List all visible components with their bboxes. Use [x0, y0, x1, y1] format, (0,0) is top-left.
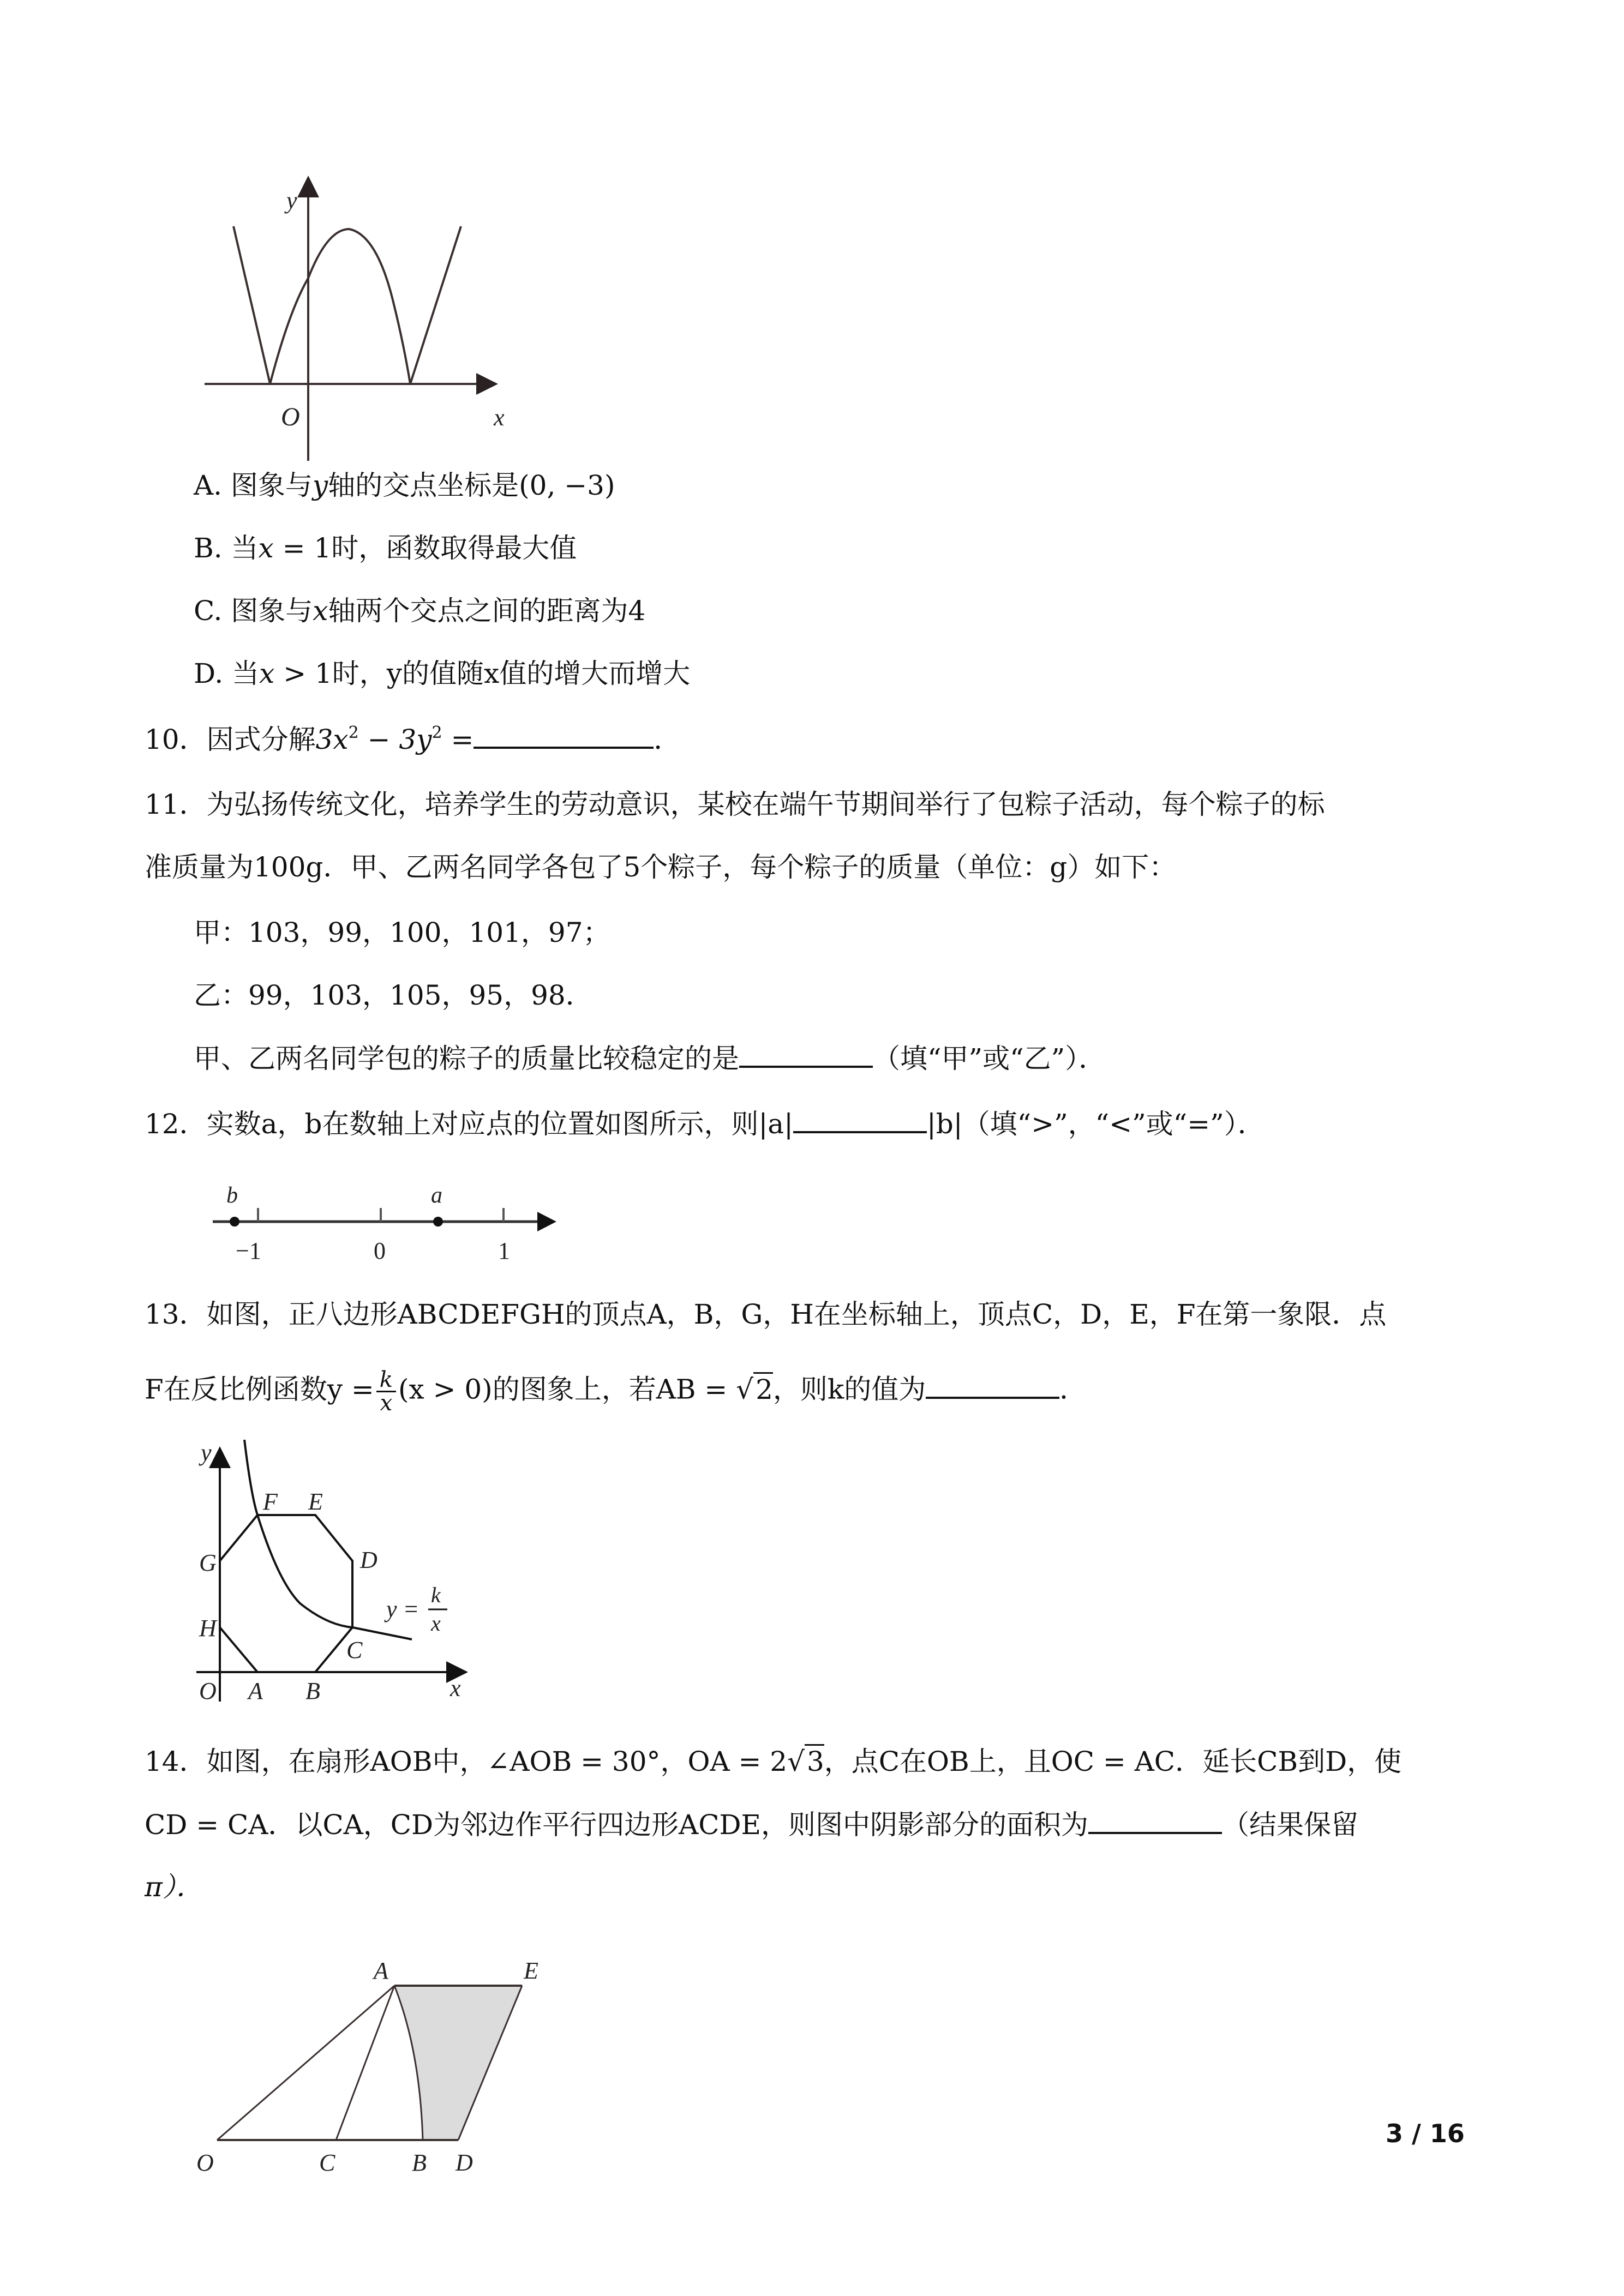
label-G: G [199, 1549, 217, 1576]
q11-answer-blank[interactable] [739, 1042, 873, 1068]
label-E: E [308, 1488, 323, 1515]
q13-line1: 13．如图，正八边形ABCDEFGH的顶点A，B，G，H在坐标轴上，顶点C，D，E，F在第一象限．点 [145, 1299, 1387, 1330]
label-A: A [374, 1957, 388, 1984]
q13-octagon-figure [185, 1440, 535, 1745]
q14-line3: π）． [145, 1871, 203, 1903]
point-b [230, 1217, 239, 1227]
segment-OA [217, 1986, 394, 2140]
q14-sector-figure [180, 1942, 573, 2176]
shaded-region [394, 1986, 522, 2140]
point-a [433, 1217, 443, 1227]
x-axis-label: x [494, 404, 505, 431]
tick-label-1: 1 [498, 1237, 510, 1264]
q11-line2: 准质量为100g．甲、乙两名同学各包了5个粽子，每个粽子的质量（单位：g）如下： [145, 851, 1177, 883]
curve-label-lhs: y = [386, 1596, 420, 1622]
number-line-arrow [537, 1212, 556, 1231]
curve-label-num: k [431, 1583, 441, 1607]
tick-label-neg1: −1 [236, 1237, 261, 1264]
label-O: O [199, 1678, 217, 1704]
label-x: x [450, 1675, 461, 1702]
label-B: B [412, 2149, 427, 2176]
q11-yi-data: 乙：99，103，105，95，98． [194, 979, 593, 1011]
q13-line2: F在反比例函数y = $\frac{k}{x}$ (x > 0)的图象上，若AB = √2，则k的值为 ． [145, 1367, 1087, 1416]
label-D: D [456, 2149, 473, 2176]
label-D: D [360, 1547, 377, 1573]
curve-label-den: x [431, 1611, 441, 1636]
q11-line1: 11．为弘扬传统文化，培养学生的劳动意识，某校在端午节期间举行了包粽子活动，每个粽子的标 [145, 789, 1325, 820]
fraction-k-over-x: $\frac{k}{x}$ [376, 1369, 396, 1414]
graph-curve [233, 226, 461, 384]
q14-line2: CD = CA．以CA，CD为邻边作平行四边形ACDE，则图中阴影部分的面积为 （结果保留 [145, 1809, 1359, 1841]
label-C: C [346, 1637, 363, 1663]
point-b-label: b [226, 1183, 238, 1208]
q12-number-line [207, 1178, 556, 1271]
q9-option-b: B. 当x = 1时，函数取得最大值 [194, 532, 577, 564]
label-A: A [248, 1678, 263, 1704]
label-B: B [305, 1678, 320, 1704]
q12-answer-blank[interactable] [793, 1107, 927, 1133]
tick-label-0: 0 [374, 1237, 386, 1264]
regular-octagon [220, 1515, 352, 1672]
q14-line1: 14．如图，在扇形AOB中，∠AOB = 30°，OA = 2√3，点C在OB上，且OC = AC．延长CB到D，使 [145, 1745, 1401, 1778]
q9-graph [185, 164, 524, 436]
q10-answer-blank[interactable] [474, 723, 654, 749]
q9-option-d: D. 当x > 1时，y的值随x值的增大而增大 [194, 658, 691, 689]
q11-question: 甲、乙两名同学包的粽子的质量比较稳定的是 （填“甲”或“乙”）． [194, 1043, 1106, 1074]
origin-label: O [281, 402, 300, 431]
label-F: F [263, 1488, 278, 1515]
q13-answer-blank[interactable] [926, 1373, 1059, 1399]
label-E: E [524, 1957, 538, 1984]
label-C: C [319, 2149, 335, 2176]
point-a-label: a [431, 1183, 442, 1208]
label-H: H [199, 1615, 217, 1642]
q9-option-a: A. 图象与y轴的交点坐标是(0, −3) [194, 470, 615, 501]
y-axis-label: y [286, 187, 297, 214]
segment-CA [336, 1986, 394, 2140]
q10-question: 10．因式分解$3x^2 - 3y^2$ = ． [145, 723, 681, 755]
q11-jia-data: 甲：103，99，100，101，97； [194, 917, 610, 948]
label-O: O [196, 2149, 214, 2176]
page-number: 3 / 16 [1386, 2119, 1465, 2148]
label-y: y [201, 1439, 212, 1466]
q9-option-c: C. 图象与x轴两个交点之间的距离为4 [194, 595, 646, 627]
q12-question: 12．实数a，b在数轴上对应点的位置如图所示，则|a| |b|（填“>”，“<”或“=”）． [145, 1108, 1265, 1140]
q14-answer-blank[interactable] [1088, 1808, 1222, 1834]
